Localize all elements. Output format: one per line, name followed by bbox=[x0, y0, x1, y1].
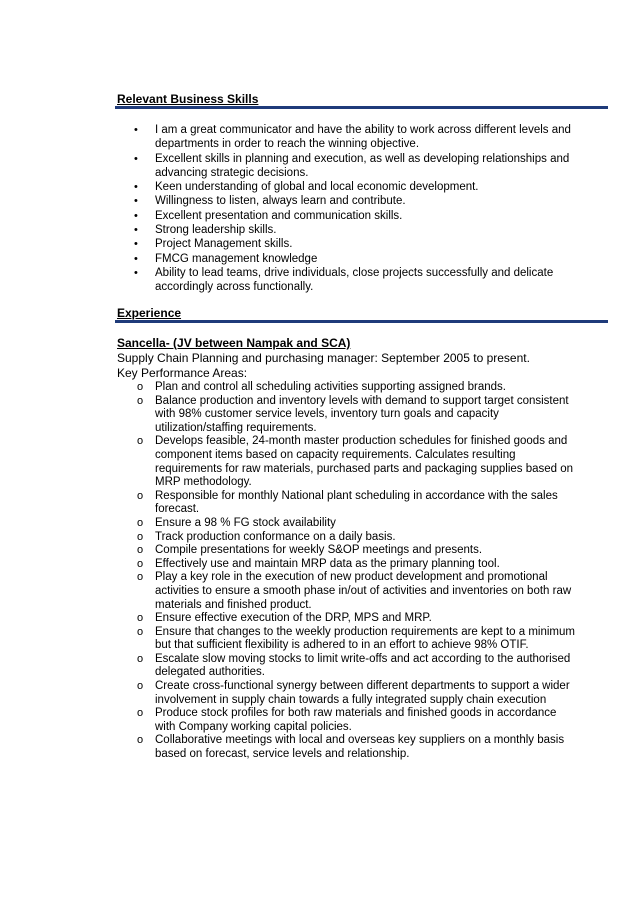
list-item: • FMCG management knowledge bbox=[134, 252, 318, 265]
circle-bullet-icon: o bbox=[137, 557, 144, 570]
list-item: o Escalate slow moving stocks to limit write-offs and act according to the authorised delegated authorities. bbox=[137, 652, 571, 679]
bullet-icon: • bbox=[134, 266, 138, 279]
circle-bullet-icon: o bbox=[137, 612, 144, 625]
list-item: o Balance production and inventory levels with demand to support target consistent with 98% customer service levels, inventory turn goals and capacity utilization/staffing requirements. bbox=[137, 394, 569, 434]
circle-bullet-icon: o bbox=[137, 394, 144, 407]
bullet-icon: • bbox=[134, 224, 138, 237]
list-item: o Play a key role in the execution of new product development and promotional activities to ensure a smooth phase in/out of activities and inventories on both raw materials and finished product. bbox=[137, 571, 572, 611]
skills-heading: Relevant Business Skills bbox=[117, 92, 259, 106]
circle-bullet-icon: o bbox=[137, 625, 144, 638]
circle-bullet-icon: o bbox=[137, 734, 144, 747]
bullet-icon: • bbox=[134, 209, 138, 222]
list-item: o Collaborative meetings with local and overseas key suppliers on a monthly basis based on forecast, service levels and relationship. bbox=[137, 734, 565, 761]
bullet-icon: • bbox=[134, 124, 138, 136]
bullet-icon: • bbox=[134, 181, 138, 194]
bullet-icon: • bbox=[134, 195, 138, 208]
kpa-label: Key Performance Areas: bbox=[117, 366, 248, 380]
experience-heading: Experience bbox=[117, 306, 182, 320]
role-line: Supply Chain Planning and purchasing manager: September 2005 to present. bbox=[117, 351, 530, 365]
list-item: o Develops feasible, 24-month master production schedules for finished goods and component items based on capacity requirements. Calculates resulting requirements for raw materials, purchased parts and packaging supplies based on MRP methodology. bbox=[137, 435, 574, 489]
section-rule bbox=[115, 320, 608, 323]
circle-bullet-icon: o bbox=[137, 680, 144, 693]
bullet-icon: • bbox=[134, 252, 138, 265]
list-item: o Effectively use and maintain MRP data as the primary planning tool. bbox=[137, 557, 500, 570]
circle-bullet-icon: o bbox=[137, 435, 144, 448]
list-item: • Strong leadership skills. bbox=[134, 224, 277, 237]
list-item: o Ensure a 98 % FG stock availability bbox=[137, 516, 336, 529]
list-item: • Excellent presentation and communication skills. bbox=[134, 209, 403, 222]
list-item: o Create cross-functional synergy between different departments to support a wider involvement in supply chain towards a fully integrated supply chain execution bbox=[137, 680, 570, 706]
list-item: • Keen understanding of global and local economic development. bbox=[134, 181, 479, 194]
list-item: • Willingness to listen, always learn and contribute. bbox=[134, 195, 406, 208]
list-item: o Track production conformance on a daily basis. bbox=[137, 530, 396, 543]
list-item: • I am a great communicator and have the ability to work across different levels and departments in order to reach the winning objective. bbox=[134, 124, 571, 151]
company-name: Sancella- (JV between Nampak and SCA) bbox=[117, 336, 351, 350]
circle-bullet-icon: o bbox=[137, 707, 144, 720]
circle-bullet-icon: o bbox=[137, 571, 144, 584]
list-item: o Ensure effective execution of the DRP, MPS and MRP. bbox=[137, 612, 432, 625]
list-item: o Compile presentations for weekly S&OP meetings and presents. bbox=[137, 544, 483, 557]
bullet-icon: • bbox=[134, 238, 138, 251]
skills-list bbox=[117, 123, 577, 295]
section-rule bbox=[115, 106, 608, 109]
list-item: o Plan and control all scheduling activities supporting assigned brands. bbox=[137, 381, 506, 393]
circle-bullet-icon: o bbox=[137, 381, 144, 393]
list-item: o Produce stock profiles for both raw materials and finished goods in accordance with Company working capital policies. bbox=[137, 707, 557, 733]
circle-bullet-icon: o bbox=[137, 652, 144, 665]
circle-bullet-icon: o bbox=[137, 530, 144, 543]
circle-bullet-icon: o bbox=[137, 516, 144, 529]
bullet-icon: • bbox=[134, 152, 138, 165]
list-item: • Ability to lead teams, drive individuals, close projects successfully and delicate accordingly across functionally. bbox=[134, 266, 554, 294]
circle-bullet-icon: o bbox=[137, 544, 144, 557]
list-item: o Responsible for monthly National plant scheduling in accordance with the sales forecast. bbox=[137, 489, 558, 516]
list-item: • Excellent skills in planning and execution, as well as developing relationships and advancing strategic decisions. bbox=[134, 152, 570, 179]
list-item: • Project Management skills. bbox=[134, 238, 293, 251]
kpa-list bbox=[117, 381, 577, 762]
circle-bullet-icon: o bbox=[137, 489, 144, 502]
list-item: o Ensure that changes to the weekly production requirements are kept to a minimum but that sufficient flexibility is adhered to in an effort to achieve 98% OTIF. bbox=[137, 625, 575, 652]
